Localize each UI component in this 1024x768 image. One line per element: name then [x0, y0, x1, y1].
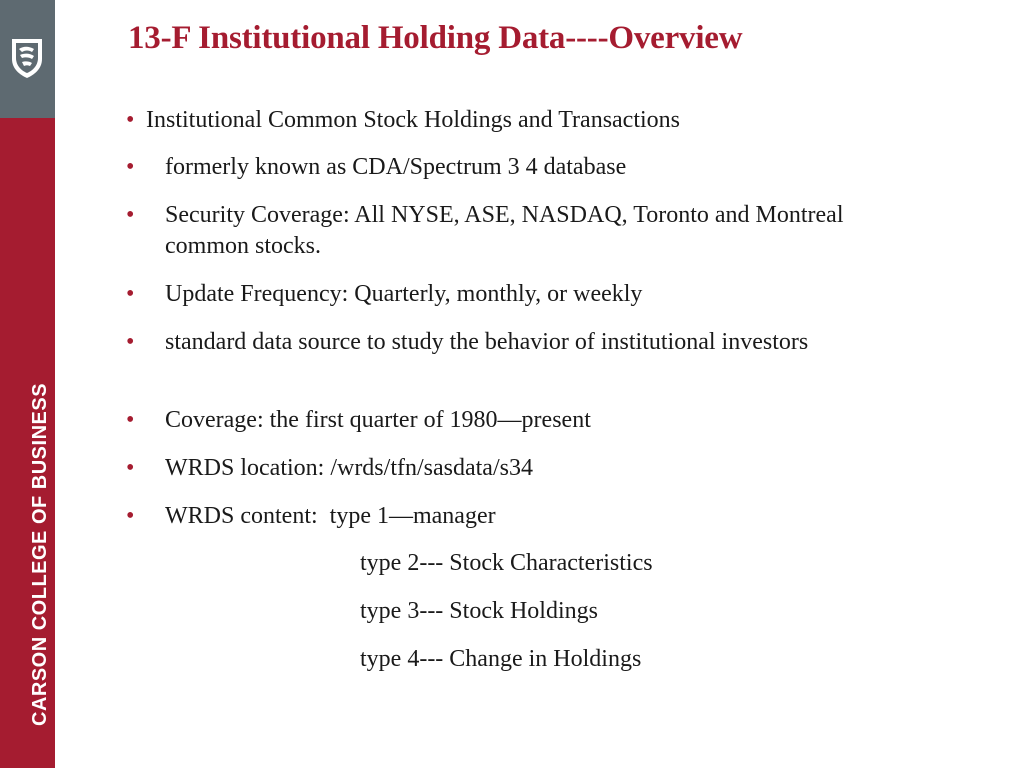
bullet-item	[126, 200, 886, 262]
bullet-item	[126, 279, 886, 310]
bullet-icon: •	[126, 503, 135, 529]
bullet-icon: •	[126, 202, 135, 228]
bullet-icon: •	[126, 407, 135, 433]
bullet-item	[126, 501, 886, 532]
bullet-item	[126, 453, 886, 484]
bullet-text: Institutional Common Stock Holdings and Transactions	[146, 107, 681, 133]
college-name: CARSON COLLEGE OF BUSINESS	[29, 382, 51, 726]
content-type-line: type 4--- Change in Holdings	[360, 646, 642, 672]
bullet-item	[126, 405, 886, 436]
bullet-text: Coverage: the first quarter of 1980—present	[165, 407, 591, 433]
bullet-item	[126, 105, 886, 136]
bullet-text: Security Coverage: All NYSE, ASE, NASDAQ, Toronto and Montreal common stocks.	[165, 202, 844, 259]
bullet-item	[126, 152, 886, 183]
bullet-text: Update Frequency: Quarterly, monthly, or weekly	[165, 281, 643, 307]
bullet-icon: •	[126, 329, 135, 355]
bullet-icon: •	[126, 154, 135, 180]
content-type-line: type 3--- Stock Holdings	[360, 598, 598, 624]
bullet-text: standard data source to study the behavior of institutional investors	[165, 329, 809, 355]
content-type-line: type 2--- Stock Characteristics	[360, 550, 653, 576]
bullet-icon: •	[126, 281, 135, 307]
bullet-text: formerly known as CDA/Spectrum 3 4 database	[165, 154, 627, 180]
slide-title: 13-F Institutional Holding Data----Overview	[128, 20, 743, 56]
bullet-icon: •	[126, 107, 135, 133]
bullet-icon: •	[126, 455, 135, 481]
bullet-text: WRDS content: type 1—manager	[165, 503, 496, 529]
bullet-text: WRDS location: /wrds/tfn/sasdata/s34	[165, 455, 533, 481]
bullet-item	[126, 327, 886, 358]
